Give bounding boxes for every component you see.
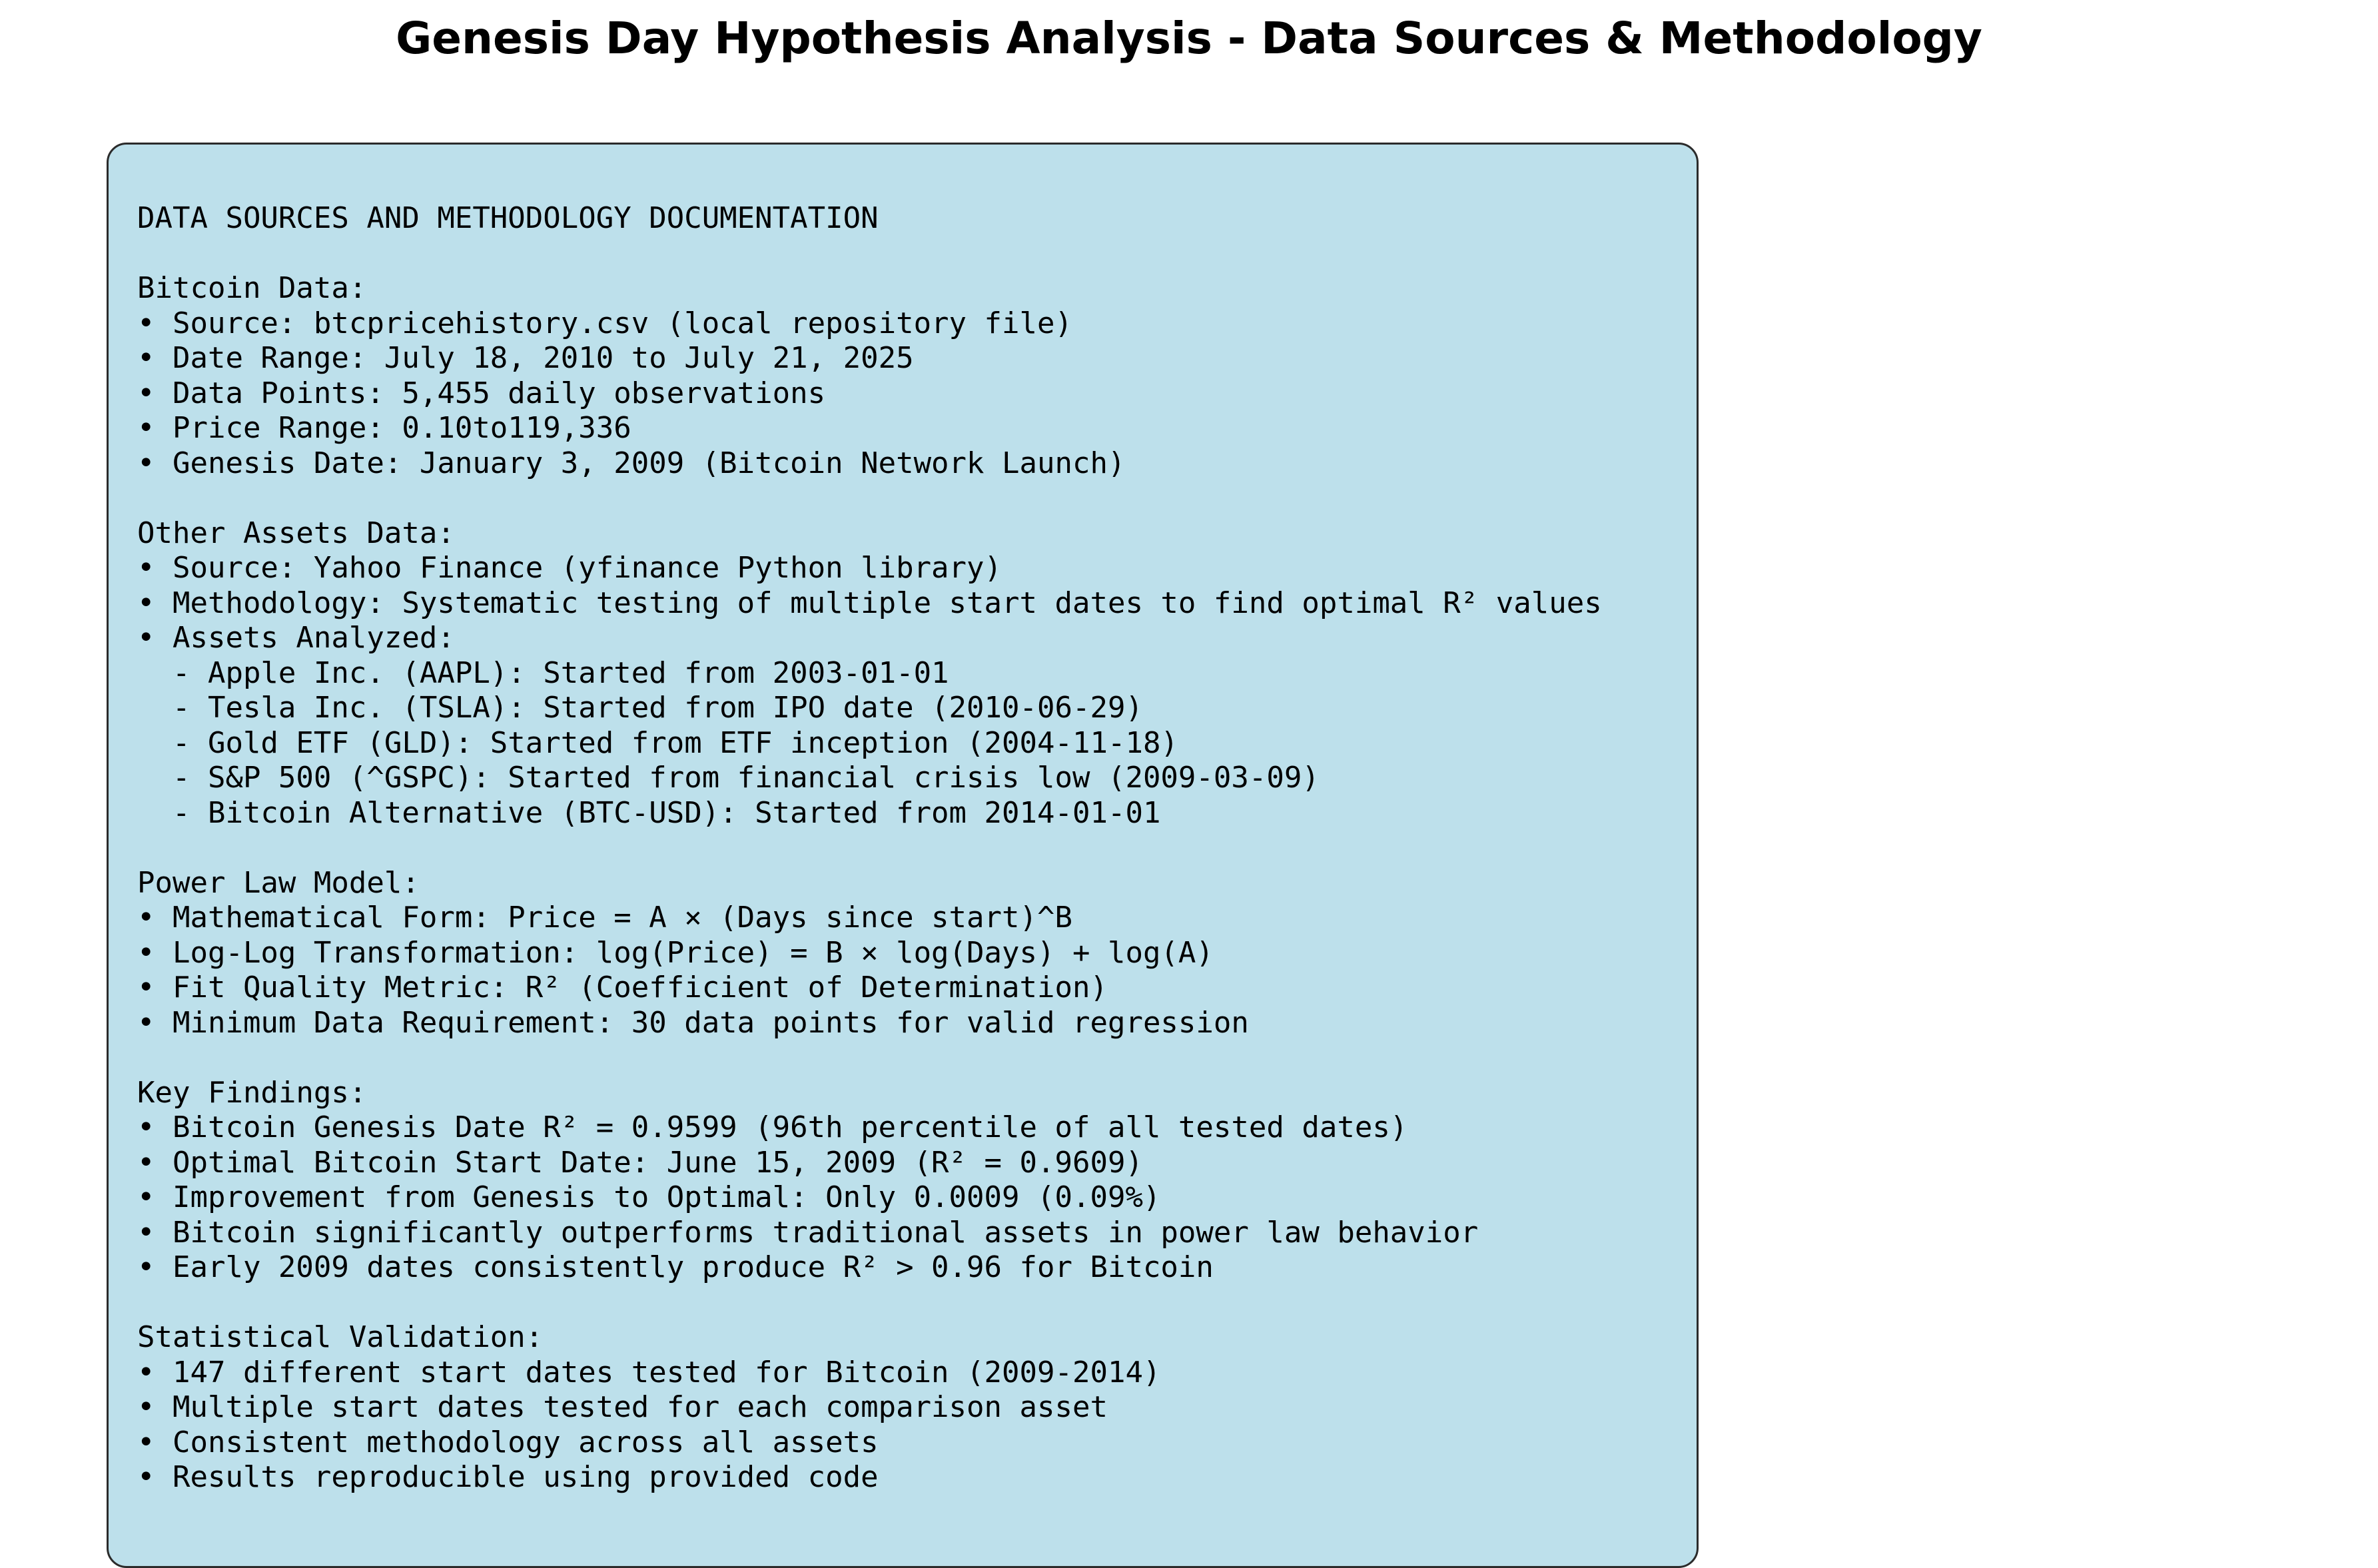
blank-line bbox=[137, 236, 1602, 272]
blank-line bbox=[137, 831, 1602, 866]
doc-line: • Bitcoin significantly outperforms traditional assets in power law behavior bbox=[137, 1215, 1479, 1250]
doc-line: • Improvement from Genesis to Optimal: Only 0.0009 (0.09%) bbox=[137, 1180, 1161, 1214]
doc-line: • Optimal Bitcoin Start Date: June 15, 2009 (R² = 0.9609) bbox=[137, 1145, 1143, 1180]
doc-line: - S&P 500 (^GSPC): Started from financial crisis low (2009-03-09) bbox=[137, 761, 1320, 795]
doc-line: DATA SOURCES AND METHODOLOGY DOCUMENTATION bbox=[137, 201, 879, 235]
doc-line: • Fit Quality Metric: R² (Coefficient of Determination) bbox=[137, 971, 1108, 1004]
doc-line: • Source: Yahoo Finance (yfinance Python library) bbox=[137, 551, 1002, 585]
page-title: Genesis Day Hypothesis Analysis - Data Sources & Methodology bbox=[396, 13, 1982, 64]
doc-line: • Genesis Date: January 3, 2009 (Bitcoin Network Launch) bbox=[137, 446, 1126, 480]
doc-line: • Data Points: 5,455 daily observations bbox=[137, 376, 826, 410]
doc-line: Bitcoin Data: bbox=[137, 271, 367, 305]
doc-line: Power Law Model: bbox=[137, 865, 420, 900]
doc-line: • Mathematical Form: Price = A × (Days since start)^B bbox=[137, 901, 1072, 935]
blank-line bbox=[137, 1040, 1602, 1076]
documentation-text bbox=[137, 201, 1602, 1495]
doc-line: • Results reproducible using provided code bbox=[137, 1460, 879, 1494]
doc-line: • Multiple start dates tested for each comparison asset bbox=[137, 1390, 1108, 1424]
doc-line: • Price Range: 0.10to119,336 bbox=[137, 411, 631, 445]
doc-line: - Tesla Inc. (TSLA): Started from IPO date (2010-06-29) bbox=[137, 691, 1143, 725]
blank-line bbox=[137, 1286, 1602, 1321]
doc-line: • Log-Log Transformation: log(Price) = B × log(Days) + log(A) bbox=[137, 935, 1214, 970]
doc-line: - Apple Inc. (AAPL): Started from 2003-01-01 bbox=[137, 655, 949, 690]
doc-line: • Assets Analyzed: bbox=[137, 621, 455, 655]
doc-line: - Gold ETF (GLD): Started from ETF inception (2004-11-18) bbox=[137, 725, 1178, 760]
doc-line: • Early 2009 dates consistently produce R² > 0.96 for Bitcoin bbox=[137, 1250, 1214, 1284]
doc-line: Key Findings: bbox=[137, 1075, 367, 1110]
doc-line: - Bitcoin Alternative (BTC-USD): Started from 2014-01-01 bbox=[137, 795, 1161, 830]
doc-line: • Date Range: July 18, 2010 to July 21, 2025 bbox=[137, 341, 914, 375]
doc-line: • Methodology: Systematic testing of multiple start dates to find optimal R² values bbox=[137, 586, 1602, 620]
doc-line: Statistical Validation: bbox=[137, 1320, 544, 1354]
doc-line: • Minimum Data Requirement: 30 data points for valid regression bbox=[137, 1005, 1249, 1040]
doc-line: • Source: btcpricehistory.csv (local repository file) bbox=[137, 306, 1072, 340]
doc-line: • 147 different start dates tested for Bitcoin (2009-2014) bbox=[137, 1355, 1161, 1389]
blank-line bbox=[137, 481, 1602, 516]
doc-line: Other Assets Data: bbox=[137, 516, 455, 550]
doc-line: • Consistent methodology across all assets bbox=[137, 1425, 879, 1459]
doc-line: • Bitcoin Genesis Date R² = 0.9599 (96th percentile of all tested dates) bbox=[137, 1110, 1408, 1144]
